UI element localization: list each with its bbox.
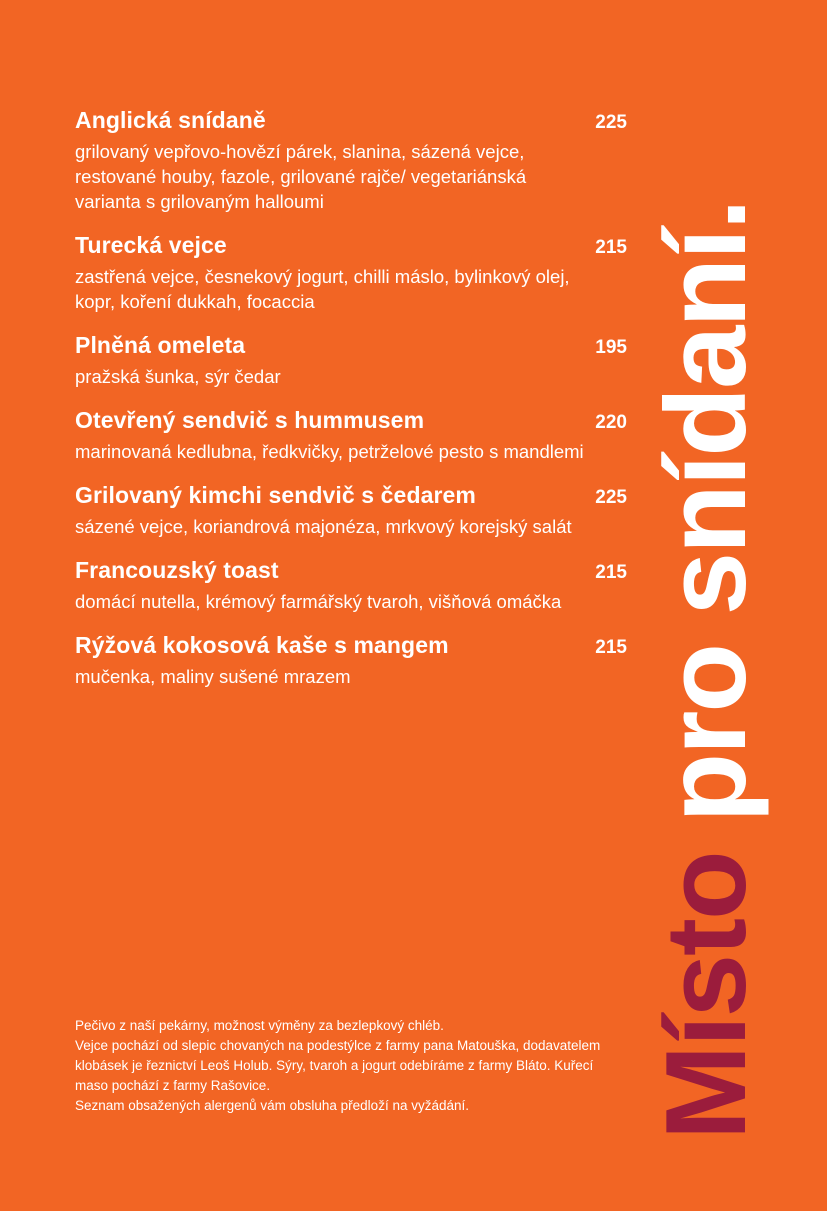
menu-item-header: [75, 229, 627, 264]
menu-item-description: mučenka, maliny sušené mrazem: [75, 666, 351, 687]
menu-item-header: [75, 104, 627, 139]
menu-item: [75, 404, 627, 464]
page-title: [643, 200, 770, 1140]
menu-item-description: grilovaný vepřovo-hovězí párek, slanina, sázená vejce, restované houby, fazole, grilované rajče/ vegetariánská varianta s grilovaným halloumi: [75, 141, 527, 212]
menu-item-name: Anglická snídaně: [75, 107, 266, 133]
menu-item-header: [75, 329, 627, 364]
footer-sourcing-note: Vejce pochází od slepic chovaných na podestýlce z farmy pana Matouška, dodavatelem klobásek je řeznictví Leoš Holub. Sýry, tvaroh a jogurt odebíráme z farmy Bláto. Kuřecí maso pochází z farmy Rašovice.: [75, 1038, 601, 1093]
menu-item-name: Grilovaný kimchi sendvič s čedarem: [75, 482, 476, 508]
menu-item-name: Turecká vejce: [75, 232, 227, 258]
footer-bakery-note: Pečivo z naší pekárny, možnost výměny za bezlepkový chléb.: [75, 1018, 444, 1033]
menu-item-header: [75, 404, 627, 439]
menu-item-header: [75, 629, 627, 664]
menu-item: [75, 479, 627, 539]
menu-item-name: Plněná omeleta: [75, 332, 246, 358]
menu-item-price: 215: [595, 237, 627, 258]
menu-item: [75, 329, 627, 389]
menu-item-description: zastřená vejce, česnekový jogurt, chilli máslo, bylinkový olej, kopr, koření dukkah, focaccia: [75, 266, 570, 312]
menu-item-name: Francouzský toast: [75, 557, 279, 583]
menu-item-price: 215: [595, 637, 627, 658]
breakfast-menu: [75, 104, 627, 704]
title-part-white: pro snídaní.: [643, 200, 770, 823]
footer-allergen-note: Seznam obsažených alergenů vám obsluha předloží na vyžádání.: [75, 1098, 469, 1113]
menu-item: [75, 229, 627, 314]
menu-item-description: marinovaná kedlubna, ředkvičky, petrželové pesto s mandlemi: [75, 441, 584, 462]
menu-item: [75, 104, 627, 214]
menu-item-header: [75, 554, 627, 589]
menu-item-description: sázené vejce, koriandrová majonéza, mrkvový korejský salát: [75, 516, 572, 537]
menu-item-name: Otevřený sendvič s hummusem: [75, 407, 425, 433]
menu-item-description: domácí nutella, krémový farmářský tvaroh, višňová omáčka: [75, 591, 562, 612]
menu-item-price: 215: [595, 562, 627, 583]
menu-item: [75, 554, 627, 614]
title-part-accent: Místo: [643, 852, 770, 1140]
menu-item-price: 225: [595, 112, 627, 133]
menu-item-name: Rýžová kokosová kaše s mangem: [75, 632, 449, 658]
menu-item-header: [75, 479, 627, 514]
menu-item-description: pražská šunka, sýr čedar: [75, 366, 281, 387]
footer-note: [75, 1016, 620, 1116]
menu-item-price: 195: [595, 337, 627, 358]
menu-item-price: 220: [595, 412, 627, 433]
menu-item: [75, 629, 627, 689]
menu-item-price: 225: [595, 487, 627, 508]
